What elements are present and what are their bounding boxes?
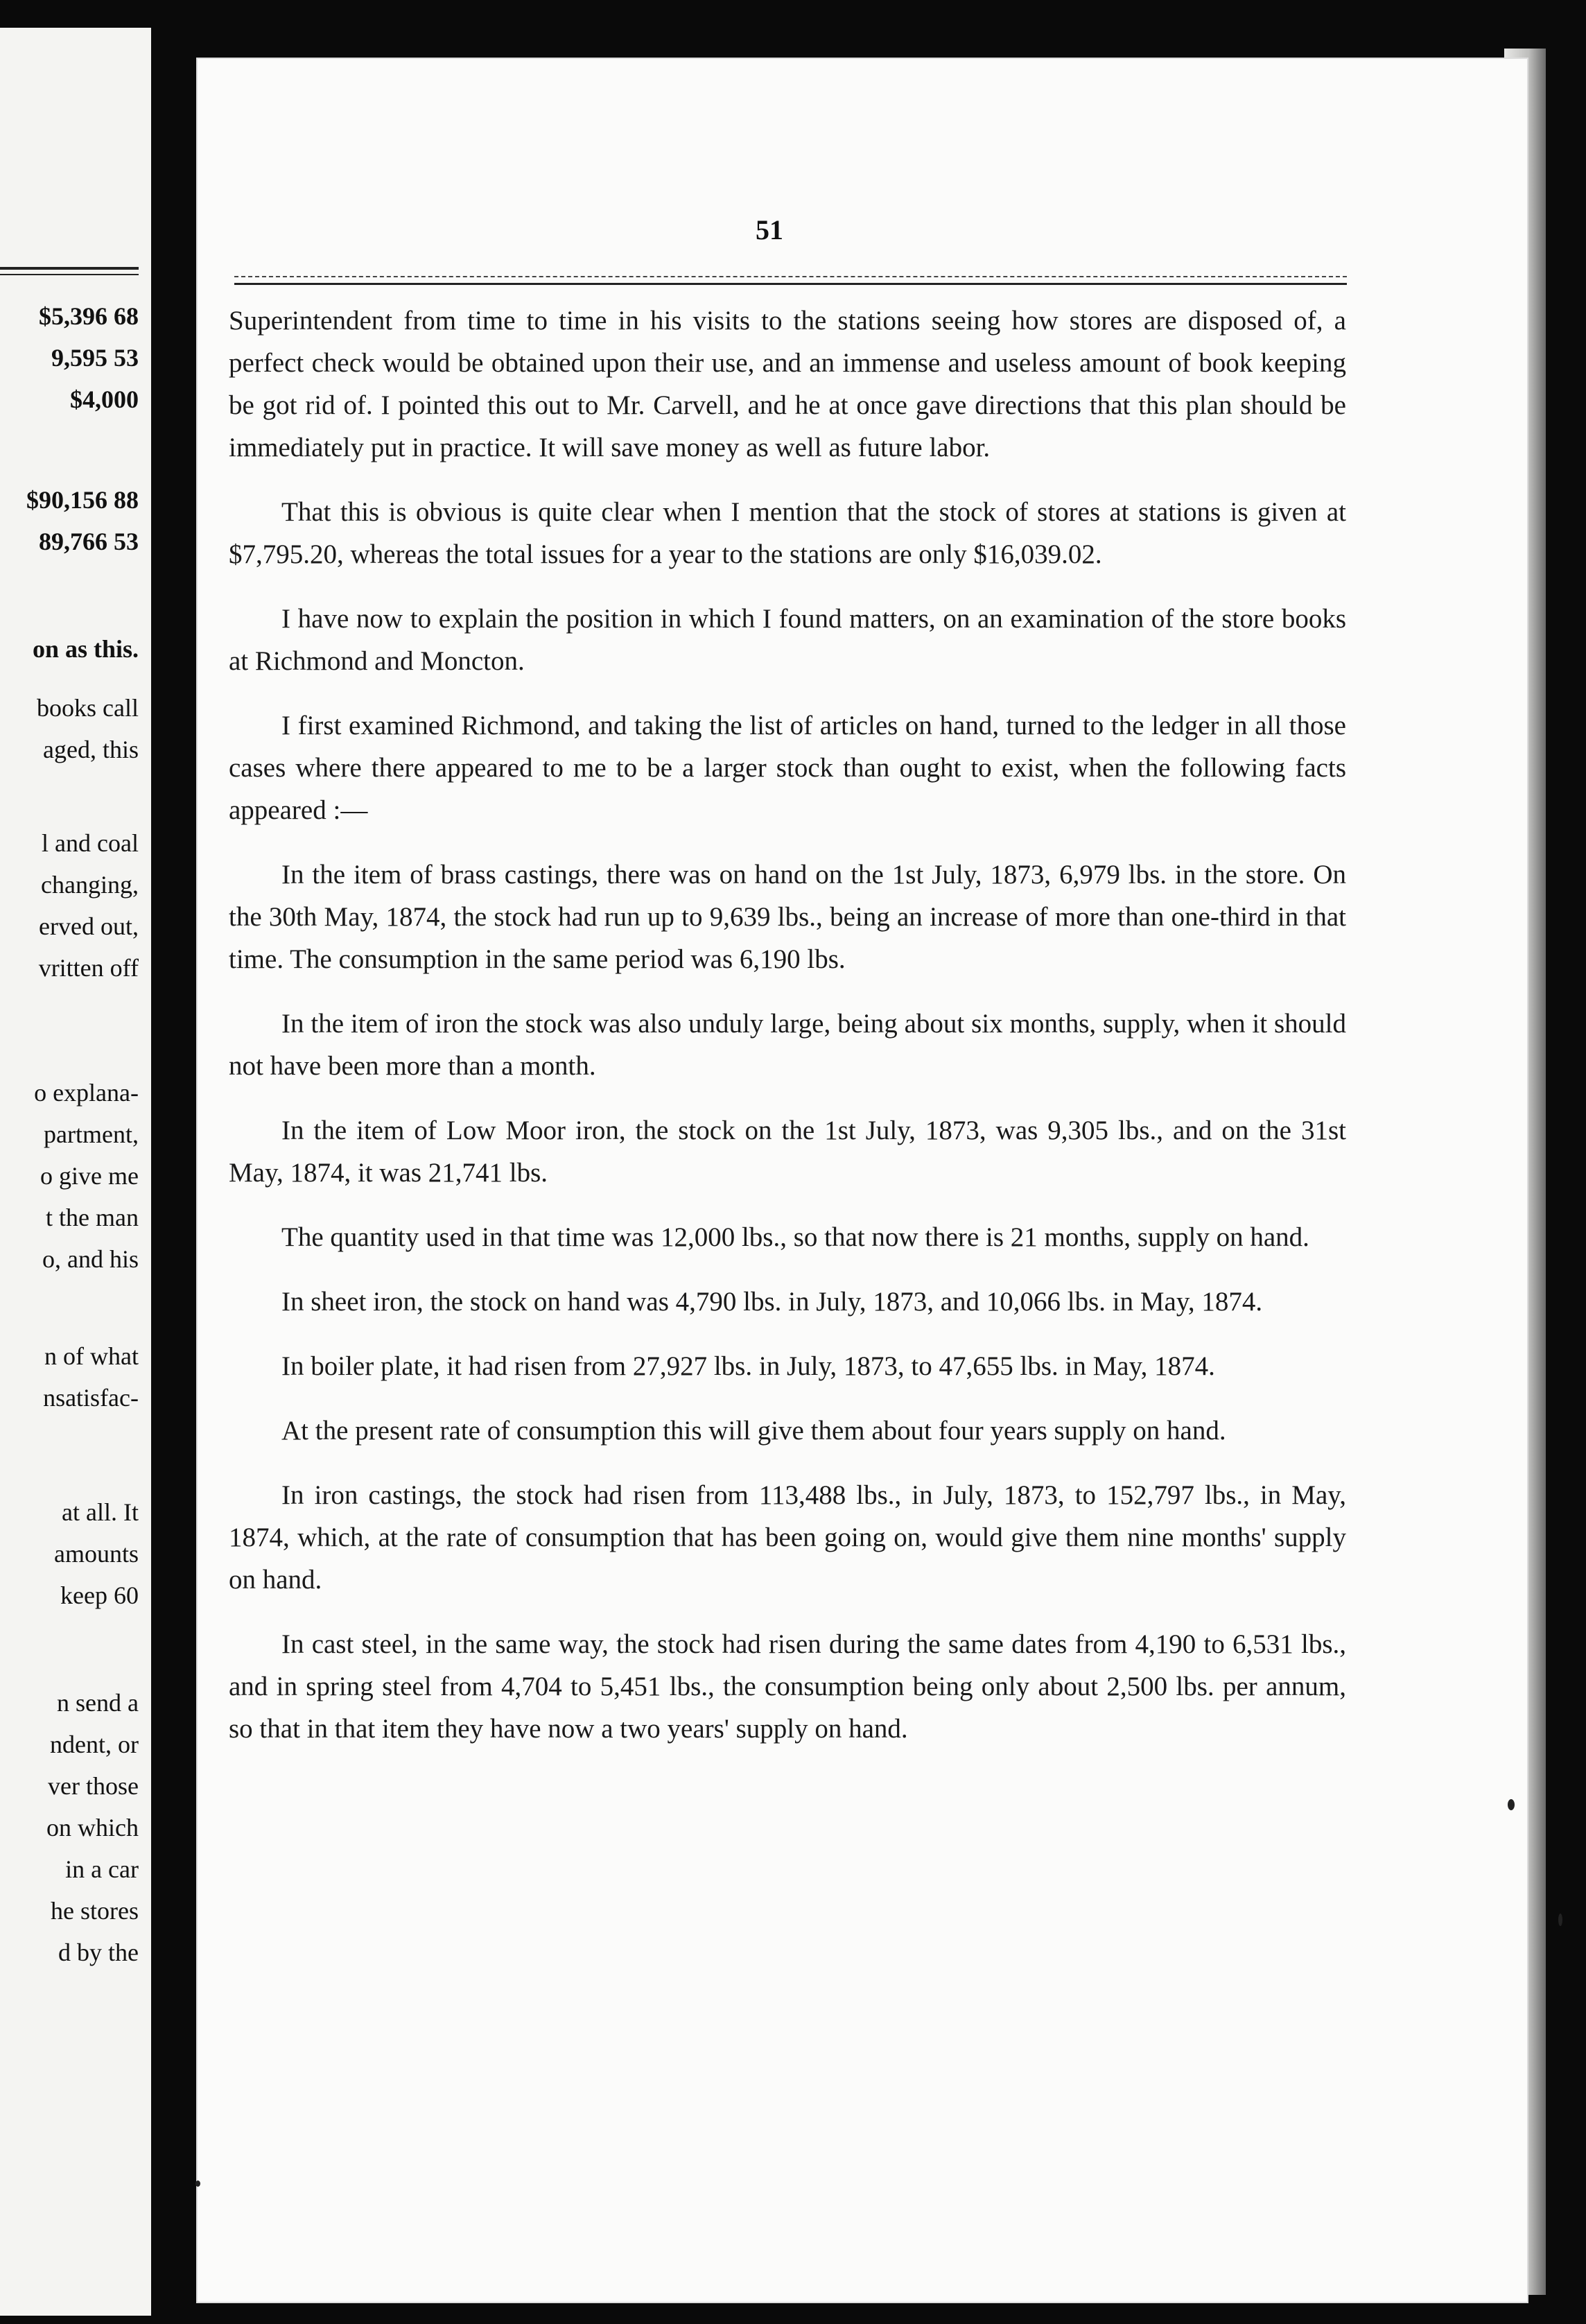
paragraph: In sheet iron, the stock on hand was 4,790 lbs. in July, 1873, and 10,066 lbs. in May, 1874. [281, 1287, 1263, 1317]
left-page-line: o explana- [34, 1079, 139, 1107]
paragraph: At the present rate of consumption this will give them about four years supply on hand. [281, 1416, 1226, 1446]
left-page-line: changing, [41, 871, 139, 899]
left-page-line: aged, this [43, 736, 139, 763]
left-page-line: vritten off [38, 954, 139, 982]
paragraph: That this is obvious is quite clear when I mention that the stock of stores at stations is given at $7,795.20, whereas the total issues for a year to the stations are only $16,039.02. [229, 497, 1346, 569]
left-page-line: $5,396 68 [39, 302, 139, 330]
left-page-line: amounts [54, 1540, 139, 1568]
left-page-line: ndent, or [50, 1731, 139, 1758]
paragraph: In cast steel, in the same way, the stock had risen during the same dates from 4,190 to 6,531 lbs., and in spring steel from 4,704 to 5,451 lbs., the consumption being only about 2,500 lbs. per annum, so that in that item they have now a two years' supply on hand. [229, 1629, 1346, 1744]
left-page-line: l and coal [42, 829, 139, 857]
left-page-line: 9,595 53 [51, 344, 139, 372]
left-page-line: o give me [40, 1162, 139, 1190]
left-page-line: erved out, [39, 912, 139, 940]
left-page-line: keep 60 [60, 1581, 139, 1609]
left-page-line: o, and his [42, 1245, 139, 1273]
paragraph: In iron castings, the stock had risen from 113,488 lbs., in July, 1873, to 152,797 lbs., in May, 1874, which, at the rate of consumption that has been going on, would give them nine months' supply on hand. [229, 1480, 1346, 1595]
scan-speck [1558, 1914, 1562, 1926]
left-page-line: on as this. [32, 635, 139, 663]
left-page-line: n send a [57, 1689, 139, 1717]
left-page-line: on which [46, 1814, 139, 1841]
page-number: 51 [756, 214, 783, 245]
left-facing-page [0, 28, 151, 2316]
left-page-line: he stores [51, 1897, 139, 1925]
paragraph: In the item of iron the stock was also unduly large, being about six months, supply, when it should not have been more than a month. [229, 1009, 1346, 1081]
left-page-line: at all. It [62, 1498, 139, 1526]
paragraph: In boiler plate, it had risen from 27,927 lbs. in July, 1873, to 47,655 lbs. in May, 1874. [281, 1351, 1215, 1381]
left-page-line: d by the [58, 1939, 139, 1966]
left-page-line: ver those [48, 1772, 139, 1800]
paragraph: In the item of Low Moor iron, the stock on the 1st July, 1873, was 9,305 lbs., and on the 31st May, 1874, it was 21,741 lbs. [229, 1116, 1346, 1188]
left-page-line: $90,156 88 [26, 486, 139, 514]
paragraph: I first examined Richmond, and taking the list of articles on hand, turned to the ledger in all those cases where there appeared to me to be a larger stock than ought to exist, when the following facts appeared :— [229, 711, 1346, 825]
header-rule [234, 276, 1347, 285]
paragraph: Superintendent from time to time in his visits to the stations seeing how stores are disposed of, a perfect check would be obtained upon their use, and an immense and useless amount of book keeping be got rid of. I pointed this out to Mr. Carvell, and he at once gave directions that this plan should be immediately put in practice. It will save money as well as future labor. [229, 306, 1346, 462]
paragraph: In the item of brass castings, there was on hand on the 1st July, 1873, 6,979 lbs. in the store. On the 30th May, 1874, the stock had run up to 9,639 lbs., being an increase of more than one-third in that time. The consumption in the same period was 6,190 lbs. [229, 860, 1346, 974]
page-body [229, 300, 1346, 1772]
left-page-line: in a car [65, 1855, 139, 1883]
left-page-line: partment, [44, 1120, 139, 1148]
left-page-line: $4,000 [70, 385, 139, 413]
left-page-line: books call [37, 694, 139, 722]
scan-speck [1508, 1799, 1515, 1810]
left-page-line: 89,766 53 [39, 528, 139, 555]
scan-speck [195, 2180, 200, 2187]
paragraph: I have now to explain the position in which I found matters, on an examination of the store books at Richmond and Moncton. [229, 604, 1346, 676]
left-page-line: t the man [46, 1204, 139, 1231]
left-page-header-rule [0, 267, 139, 275]
paragraph: The quantity used in that time was 12,000 lbs., so that now there is 21 months, supply on hand. [281, 1222, 1309, 1252]
left-page-line: nsatisfac- [43, 1384, 139, 1412]
left-page-line: n of what [44, 1342, 139, 1370]
